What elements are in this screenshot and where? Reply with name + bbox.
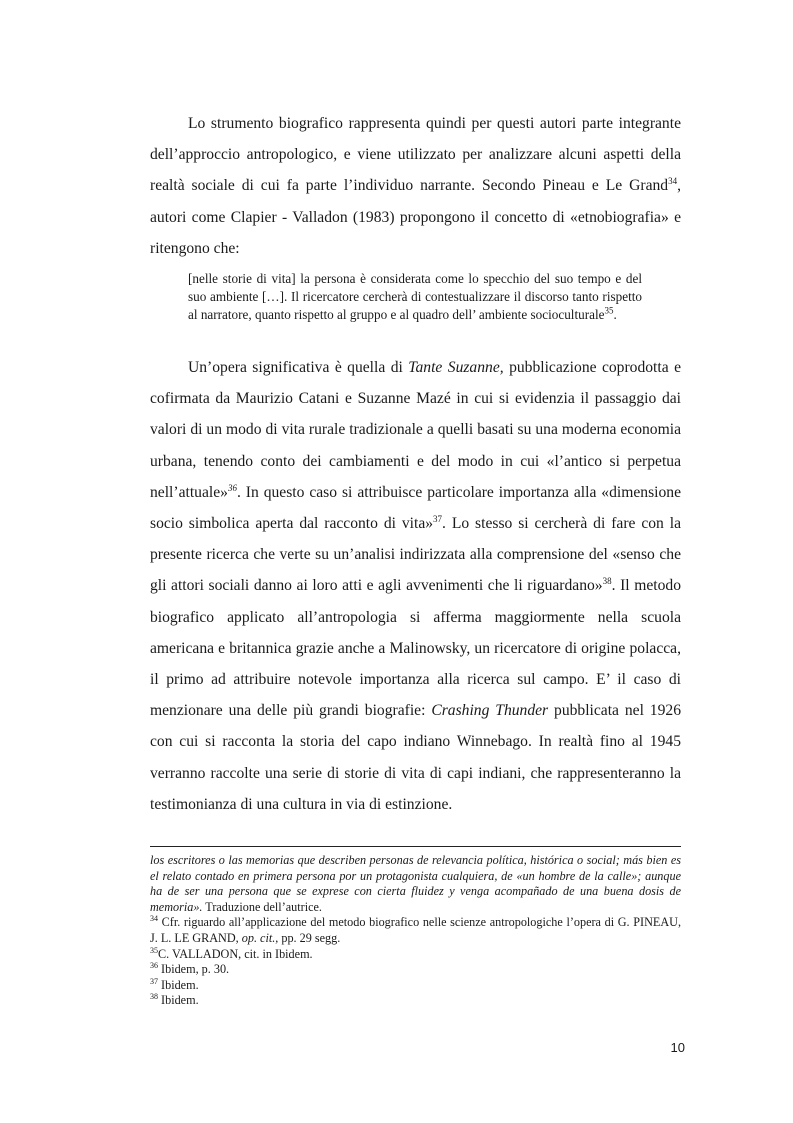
footnote-continuation-italic: los escritores o las memorias que describen personas de relevancia política, histórica o social; más bien es el relato contado en primera persona por un protagonista cualquiera, de «un hombre de la calle»; aunque ha de ser una persona que se exprese con cierta fluidez y venga acompañado de una buena dosis de memoria». — [150, 853, 681, 914]
page-number: 10 — [670, 1040, 685, 1055]
paragraph-1 — [150, 108, 681, 264]
footnote-38-text: Ibidem. — [158, 993, 199, 1008]
footnote-34-text-a: Cfr. riguardo all’applicazione del metodo biografico nelle scienze antropologiche l’opera di G. PINEAU, J. L. LE GRAND, — [150, 915, 681, 945]
footnote-ref-38[interactable]: 38 — [602, 576, 612, 587]
quote-text: [nelle storie di vita] la persona è considerata come lo specchio del suo tempo e del suo ambiente […]. Il ricercatore cercherà di contestualizzare il discorso tanto rispetto al narratore, quanto rispetto al gruppo e al quadro dell’ ambiente socioculturale — [188, 271, 642, 323]
footnote-34-italic: op. cit., — [241, 930, 279, 945]
block-quote — [188, 270, 642, 325]
book-title-crashing-thunder: Crashing Thunder — [431, 702, 549, 720]
footnote-34 — [150, 915, 681, 946]
footnote-ref-36[interactable]: 36 — [227, 482, 237, 493]
footnote-36 — [150, 962, 681, 978]
footnote-34-text-b: pp. 29 segg. — [278, 930, 341, 945]
paragraph-2-text-4: . Lo stesso si cercherà di fare con la presente ricerca che verte su un’analisi indirizzata alla comprensione del «senso che gli attori sociali danno ai loro atti e agli avvenimenti che li riguardano» — [150, 515, 681, 595]
paragraph-2-text-6: pubblicata nel 1926 con cui si racconta la storia del capo indiano Winnebago. In realtà fino al 1945 verranno raccolte una serie di storie di vita di capi indiani, che rappresenteranno la testimonianza di una cultura in via di estinzione. — [150, 702, 681, 813]
quote-end: . — [613, 307, 617, 323]
book-title-tante-suzanne: Tante Suzanne, — [408, 359, 504, 376]
paragraph-2-text-2: pubblicazione coprodotta e cofirmata da Maurizio Catani e Suzanne Mazé in cui si evidenzia il passaggio dai valori di un modo di vita rurale tradizionale a quelli basati su una moderna economia urbana, tenendo conto dei cambiamenti e del modo in cui «l’antico si perpetua nell’attuale» — [150, 359, 681, 501]
footnote-ref-34[interactable]: 34 — [668, 176, 678, 187]
footnote-38-number: 38 — [150, 992, 158, 1002]
paragraph-2 — [150, 352, 681, 820]
footnote-ref-35[interactable]: 35 — [604, 306, 614, 317]
footnote-37-text: Ibidem. — [158, 977, 199, 992]
footnote-continuation-tail: Traduzione dell’autrice. — [202, 899, 322, 914]
footnote-36-number: 36 — [150, 961, 158, 971]
footnotes — [150, 853, 681, 1009]
footnote-38 — [150, 993, 681, 1009]
footnote-35-number: 35 — [150, 945, 158, 955]
paragraph-2-text-3: . In questo caso si attribuisce particolare importanza alla «dimensione socio simbolica aperta dal racconto di vita» — [150, 483, 681, 533]
paragraph-1-text-b: , autori come Clapier - Valladon (1983) propongono il concetto di «etnobiografia» e ritengono che: — [150, 177, 681, 257]
footnote-35 — [150, 947, 681, 963]
footnote-36-text: Ibidem, p. 30. — [158, 962, 230, 977]
footnote-ref-37[interactable]: 37 — [433, 513, 443, 524]
paragraph-2-text-5: . Il metodo biografico applicato all’antropologia si afferma maggiormente nella scuola americana e britannica grazie anche a Malinowsky, un ricercatore di origine polacca, il primo ad attribuire notevole importanza alla ricerca sul campo. E’ il caso di menzionare una delle più grandi biografie: — [150, 577, 681, 720]
paragraph-1-text-a: Lo strumento biografico rappresenta quindi per questi autori parte integrante dell’approccio antropologico, e viene utilizzato per analizzare alcuni aspetti della realtà sociale di cui fa parte l’individuo narrante. Secondo Pineau e Le Grand — [150, 115, 681, 195]
footnote-37-number: 37 — [150, 976, 158, 986]
footnote-35-text: C. VALLADON, cit. in Ibidem. — [158, 946, 313, 961]
footnote-continuation — [150, 853, 681, 915]
footnote-separator — [150, 846, 681, 847]
footnote-37 — [150, 978, 681, 994]
paragraph-2-text-1: Un’opera significativa è quella di — [188, 359, 409, 376]
footnote-34-number: 34 — [150, 914, 158, 924]
